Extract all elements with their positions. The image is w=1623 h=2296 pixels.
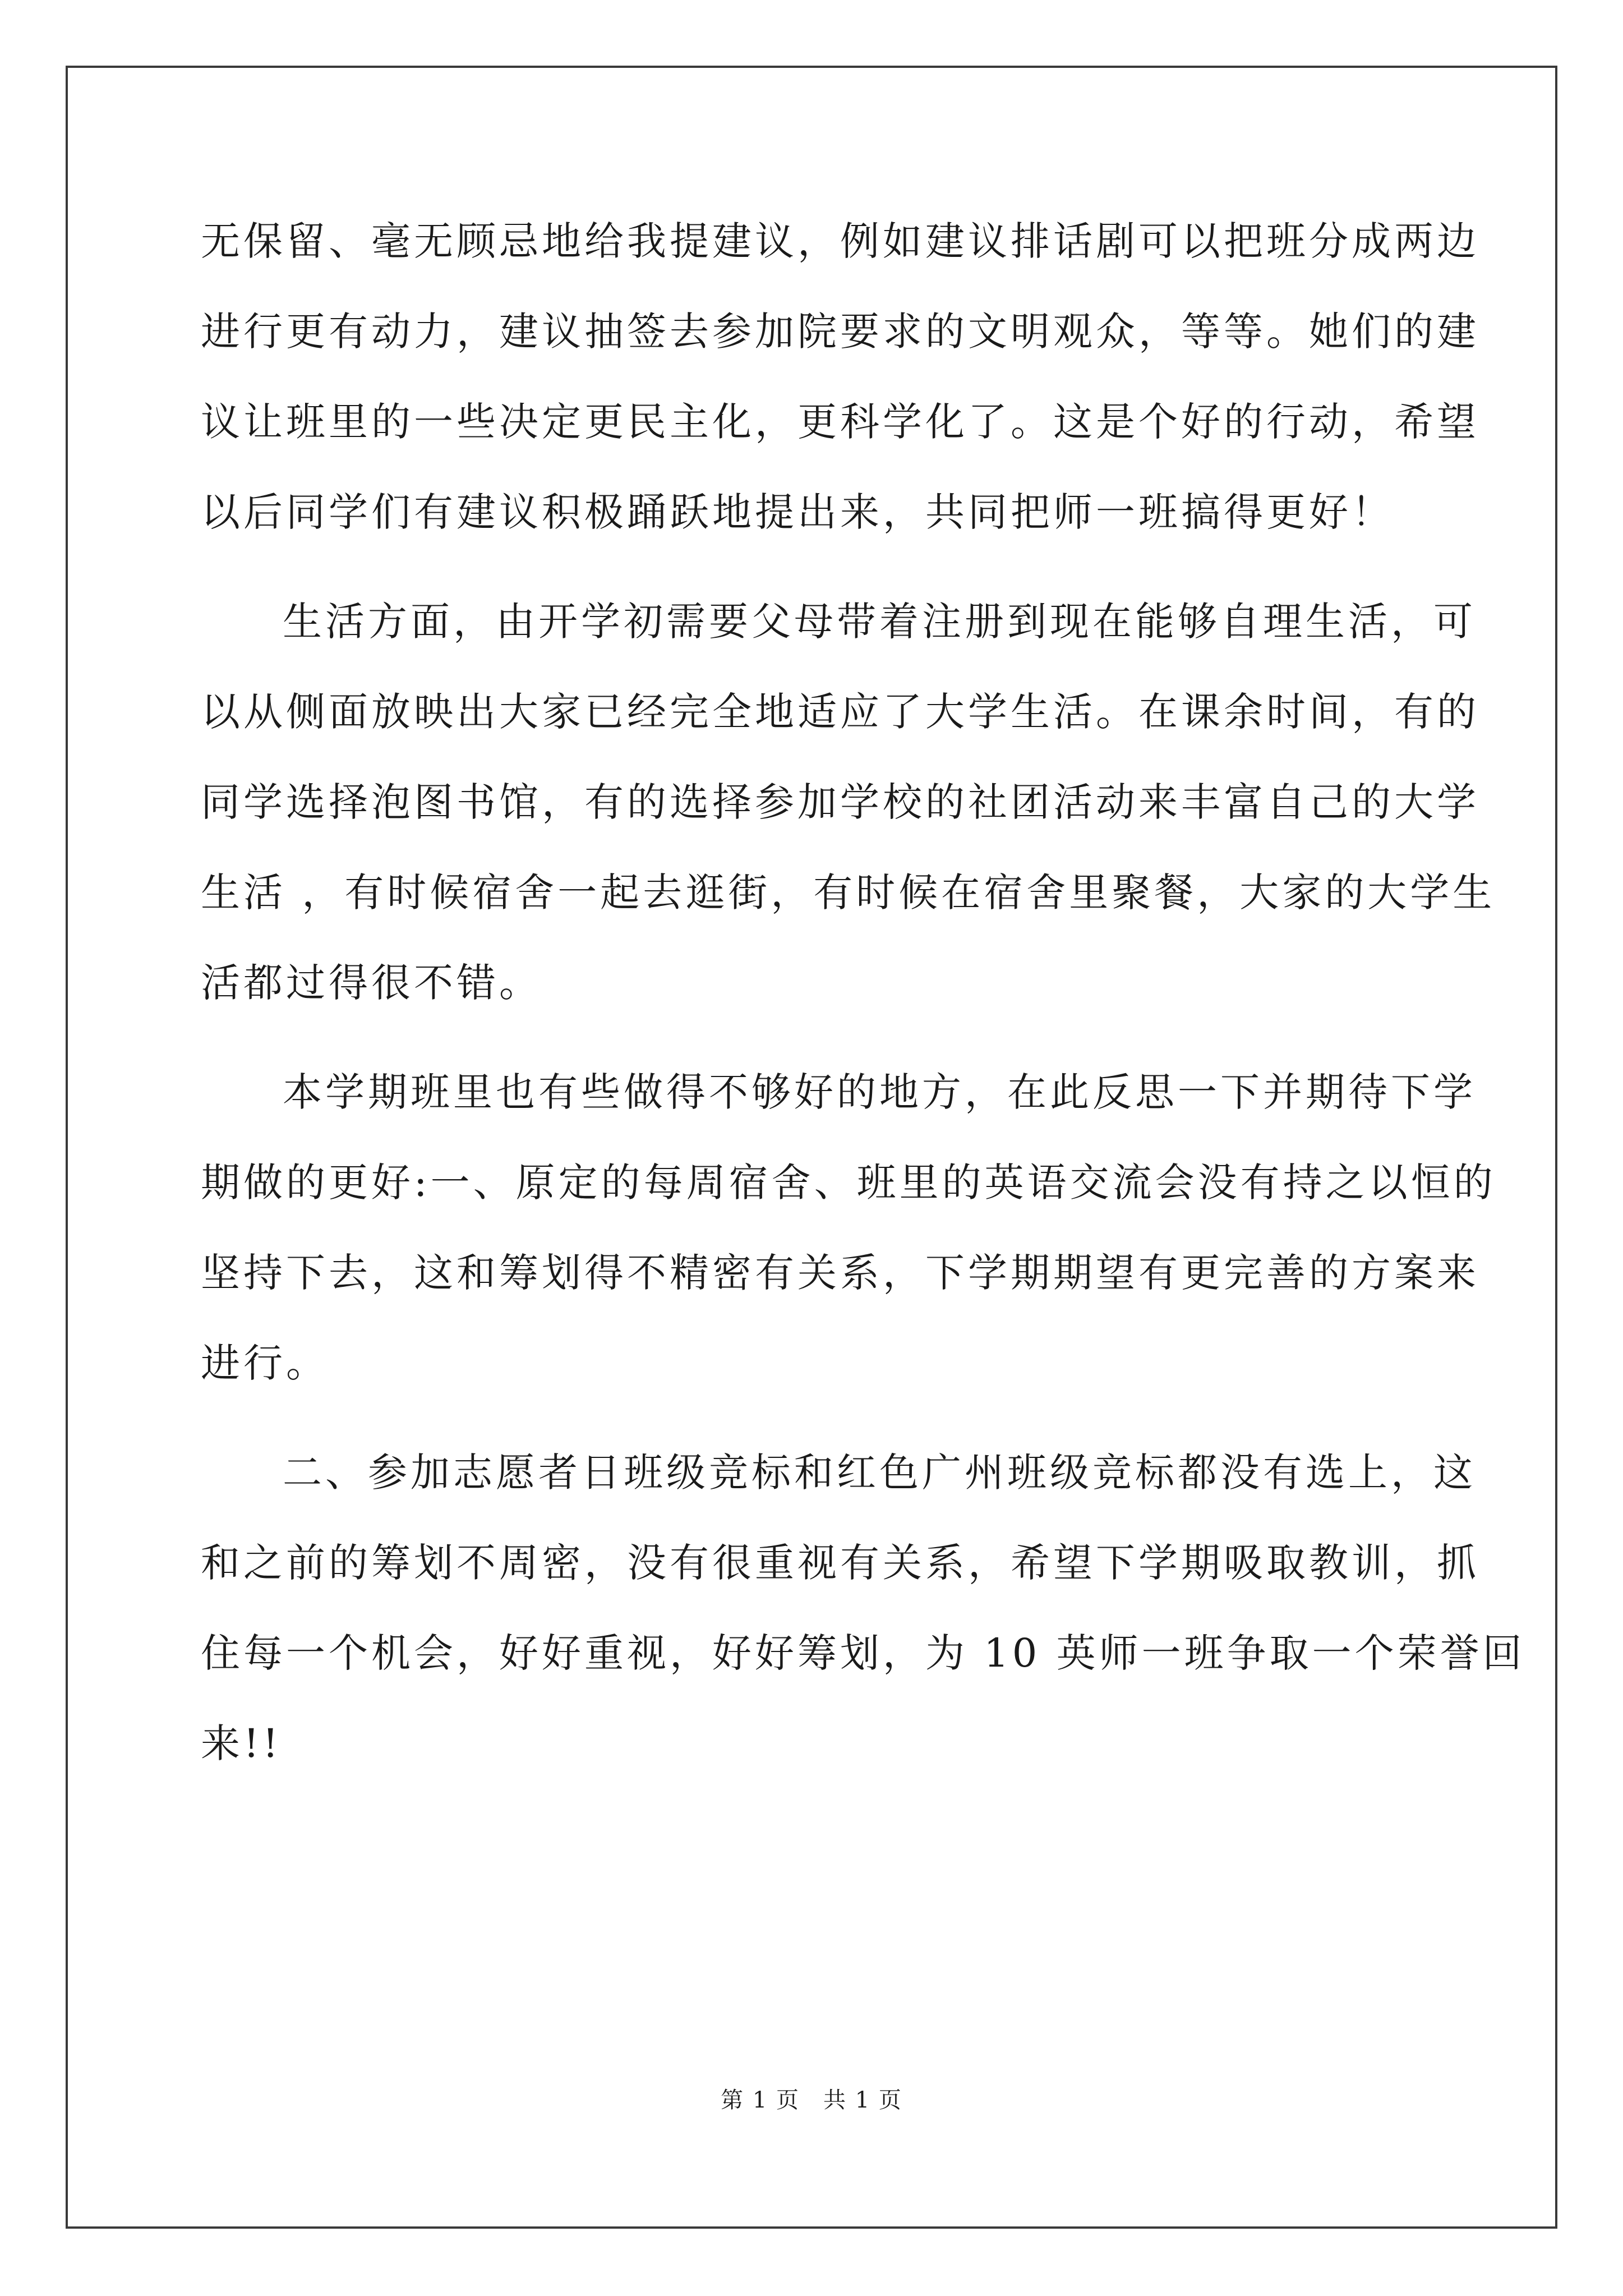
text-line: 无保留、毫无顾忌地给我提建议，例如建议排话剧可以把班分成两边 (201, 218, 1479, 264)
text-line: 二、参加志愿者日班级竞标和红色广州班级竞标都没有选上，这 (283, 1450, 1476, 1496)
document-body (201, 196, 1525, 1808)
text-line: 以从侧面放映出大家已经完全地适应了大学生活。在课余时间，有的 (201, 689, 1479, 735)
text-line: 坚持下去，这和筹划得不精密有关系，下学期期望有更完善的方案来 (201, 1250, 1479, 1296)
paragraph-life (201, 577, 1496, 1028)
text-line: 生活方面，由开学初需要父母带着注册到现在能够自理生活，可 (283, 599, 1476, 645)
text-line: 进行。 (201, 1340, 329, 1386)
paragraph-reflection (201, 1047, 1496, 1409)
paragraph-bidding (201, 1428, 1525, 1789)
text-line: 期做的更好:一、原定的每周宿舍、班里的英语交流会没有持之以恒的 (201, 1159, 1496, 1205)
text-line: 议让班里的一些决定更民主化，更科学化了。这是个好的行动，希望 (201, 399, 1479, 445)
text-line: 活都过得很不错。 (201, 960, 542, 1006)
text-line: 来!! (201, 1720, 282, 1766)
text-line: 生活 ，有时候宿舍一起去逛街，有时候在宿舍里聚餐，大家的大学生 (201, 869, 1496, 915)
page-number-footer: 第 1 页 共 1 页 (721, 2087, 902, 2113)
text-line: 同学选择泡图书馆，有的选择参加学校的社团活动来丰富自己的大学 (201, 779, 1479, 825)
text-line: 进行更有动力，建议抽签去参加院要求的文明观众，等等。她们的建 (201, 309, 1479, 355)
text-line: 以后同学们有建议积极踊跃地提出来，共同把师一班搞得更好！ (201, 489, 1394, 535)
text-line: 住每一个机会，好好重视，好好筹划，为 10 英师一班争取一个荣誉回 (201, 1630, 1525, 1676)
text-line: 本学期班里也有些做得不够好的地方，在此反思一下并期待下学 (283, 1069, 1476, 1115)
paragraph-suggestions (201, 196, 1479, 558)
text-line: 和之前的筹划不周密，没有很重视有关系，希望下学期吸取教训，抓 (201, 1540, 1479, 1586)
